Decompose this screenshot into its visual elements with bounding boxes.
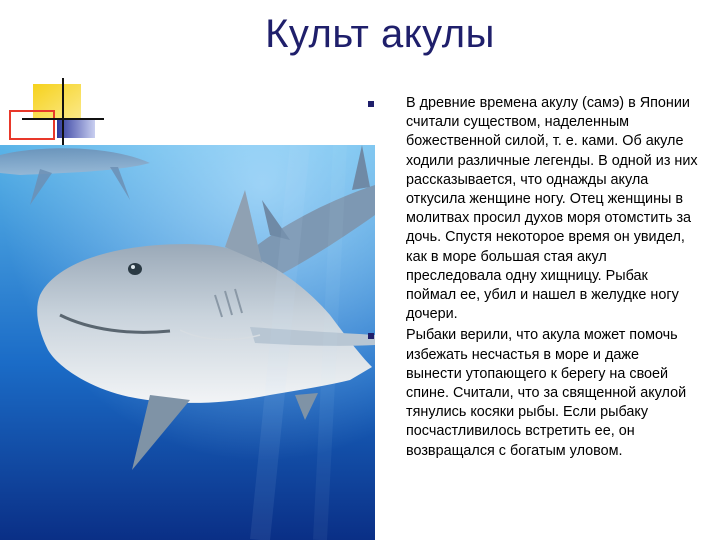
yellow-square <box>33 84 81 120</box>
slide-title: Культ акулы <box>265 12 495 56</box>
shark-photo <box>0 145 375 540</box>
bullet-square-icon <box>368 333 374 339</box>
bullet-text: Рыбаки верили, что акула может помочь избежать несчастья в море и даже вынести утопающего к берегу на своей спине. Считали, что за священной акулой тянулись косяки рыбы. Если рыбаку посчастливилось встретить ее, он возвращался с богатым уловом. <box>406 327 687 459</box>
list-item <box>368 326 698 460</box>
list-item <box>368 94 698 324</box>
bullet-square-icon <box>368 101 374 107</box>
bullet-text: В древние времена акулу (самэ) в Японии считали существом, наделенным божественной силой, т. е. ками. Об акуле ходили различные легенды. В одной из них рассказывается, что однажды акула откусила женщине ногу. Отец женщины в молитвах просил духов моря отомстить за дочь. Спустя некоторое время он увидел, как в море большая стая акул преследовала одну хищницу. Рыбак поймал ее, убил и нашел в желудке ногу дочери. <box>406 95 698 323</box>
bullet-list <box>368 94 698 463</box>
